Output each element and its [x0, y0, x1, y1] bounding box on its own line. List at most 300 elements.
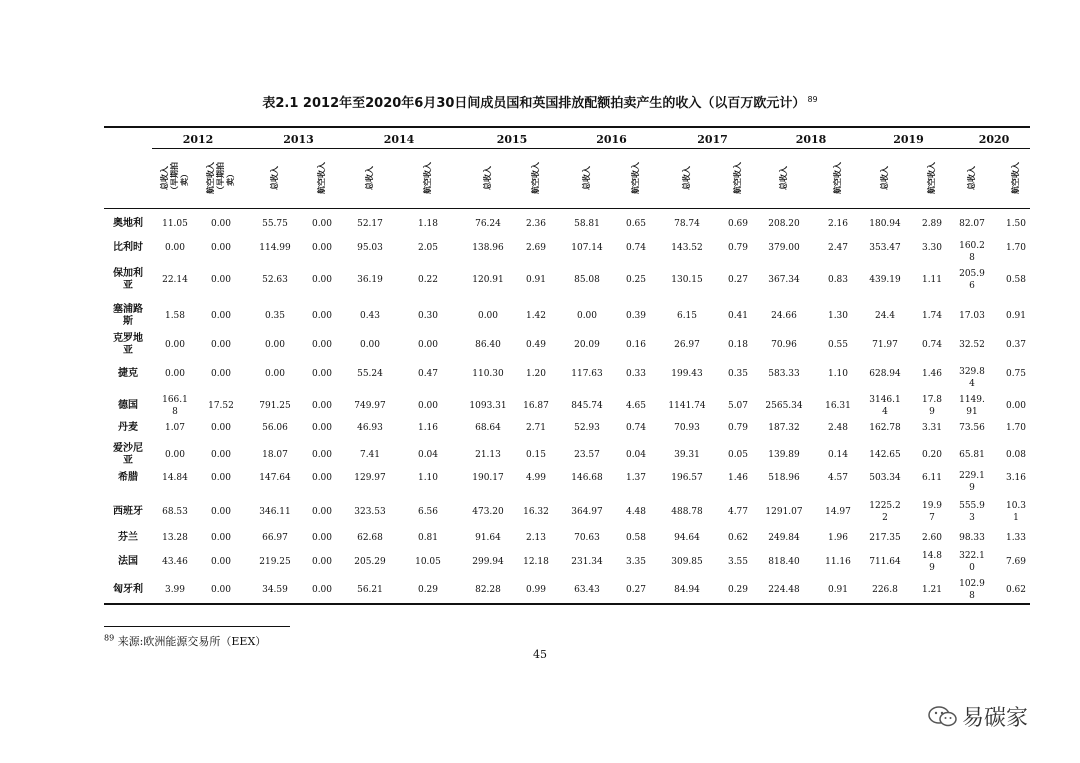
table-cell: 1.11: [921, 275, 943, 285]
table-cell: 323.53: [354, 507, 386, 517]
table-cell: 1.46: [921, 369, 943, 379]
table-cell: 114.99: [259, 243, 291, 253]
table-cell: 0.00: [210, 423, 232, 433]
table-cell: 1.21: [921, 585, 943, 595]
table-cell: 1.18: [417, 219, 439, 229]
table-row: [104, 240, 1030, 263]
table-cell: 78.74: [674, 219, 700, 229]
table-cell: 86.40: [475, 340, 501, 350]
table-cell: 0.04: [417, 450, 439, 460]
table-cell: 166.1 8: [162, 395, 188, 417]
table-cell: 180.94: [869, 219, 901, 229]
table-cell: 0.39: [625, 311, 647, 321]
table-cell: 0.75: [1005, 369, 1027, 379]
top-rule: [104, 126, 1030, 128]
table-cell: 329.8 4: [959, 367, 985, 389]
table-row: [104, 578, 1030, 602]
table-title: [0, 92, 1080, 111]
table-cell: 14.84: [162, 473, 188, 483]
table-cell: 1.07: [164, 423, 186, 433]
table-cell: 117.63: [571, 369, 603, 379]
table-cell: 0.79: [727, 243, 749, 253]
table-cell: 0.00: [311, 533, 333, 543]
table-cell: 0.30: [417, 311, 439, 321]
table-cell: 0.20: [921, 450, 943, 460]
header-rule: [104, 208, 1030, 209]
table-cell: 17.52: [208, 401, 234, 411]
table-cell: 5.07: [727, 401, 749, 411]
table-cell: 0.62: [1005, 585, 1027, 595]
table-cell: 0.29: [727, 585, 749, 595]
year-header-2012: 2012: [182, 133, 214, 146]
table-cell: 0.35: [264, 311, 286, 321]
table-cell: 0.00: [417, 340, 439, 350]
table-cell: 23.57: [574, 450, 600, 460]
table-cell: 0.69: [727, 219, 749, 229]
table-cell: 0.00: [359, 340, 381, 350]
table-cell: 2.71: [525, 423, 547, 433]
table-cell: 4.48: [625, 507, 647, 517]
subheader-aviation-2013: 航空收入: [317, 162, 326, 194]
table-row: [104, 500, 1030, 524]
table-cell: 0.14: [827, 450, 849, 460]
table-cell: 229.1 9: [959, 471, 985, 493]
table-cell: 217.35: [869, 533, 901, 543]
year-header-2013: 2013: [283, 133, 314, 146]
table-cell: 0.18: [727, 340, 749, 350]
table-cell: 0.00: [311, 275, 333, 285]
table-cell: 0.05: [727, 450, 749, 460]
country-name: 保加利 亚: [113, 268, 143, 291]
table-cell: 0.00: [311, 340, 333, 350]
table-cell: 0.00: [210, 369, 232, 379]
table-cell: 1.20: [525, 369, 547, 379]
table-cell: 187.32: [768, 423, 800, 433]
year-underline: [152, 148, 1030, 149]
country-name: 奥地利: [113, 218, 143, 229]
table-cell: 1.50: [1005, 219, 1027, 229]
table-cell: 11.05: [162, 219, 188, 229]
subheader-total-2012: 总收入 （早期拍卖）: [160, 162, 189, 194]
table-cell: 0.00: [210, 533, 232, 543]
table-cell: 439.19: [869, 275, 901, 285]
subheader-total-2019: 总收入: [880, 166, 889, 190]
table-cell: 0.00: [1005, 401, 1027, 411]
table-row: [104, 443, 1030, 467]
table-cell: 0.00: [164, 340, 186, 350]
table-cell: 473.20: [472, 507, 504, 517]
table-cell: 0.08: [1005, 450, 1027, 460]
table-cell: 0.16: [625, 340, 647, 350]
table-cell: 0.00: [311, 450, 333, 460]
table-cell: 367.34: [768, 275, 800, 285]
country-name: 法国: [118, 556, 138, 567]
table-cell: 1.10: [417, 473, 439, 483]
table-cell: 190.17: [472, 473, 504, 483]
table-cell: 10.05: [415, 557, 441, 567]
table-cell: 160.2 8: [959, 241, 985, 263]
table-row: [104, 216, 1030, 232]
table-cell: 1.16: [417, 423, 439, 433]
table-cell: 65.81: [959, 450, 985, 460]
table-row: [104, 470, 1030, 493]
table-title-text: 表2.1 2012年至2020年6月30日间成员国和英国排放配额拍卖产生的收入（以百万欧元计）: [262, 96, 806, 111]
table-cell: 16.31: [825, 401, 851, 411]
table-cell: 147.64: [259, 473, 291, 483]
table-cell: 0.00: [264, 340, 286, 350]
table-cell: 0.00: [164, 450, 186, 460]
table-cell: 14.8 9: [921, 551, 943, 573]
table-cell: 0.00: [164, 369, 186, 379]
table-cell: 2.89: [921, 219, 943, 229]
table-cell: 2.69: [525, 243, 547, 253]
table-cell: 130.15: [671, 275, 703, 285]
table-cell: 0.27: [727, 275, 749, 285]
table-cell: 102.9 8: [959, 579, 985, 601]
table-cell: 3146.1 4: [869, 395, 901, 417]
table-cell: 162.78: [869, 423, 901, 433]
table-cell: 139.89: [768, 450, 800, 460]
table-row: [104, 530, 1030, 546]
table-cell: 0.00: [264, 369, 286, 379]
subheader-aviation-2017: 航空收入: [733, 162, 742, 194]
table-cell: 208.20: [768, 219, 800, 229]
table-cell: 0.91: [827, 585, 849, 595]
table-cell: 24.4: [874, 311, 896, 321]
table-cell: 2565.34: [765, 401, 803, 411]
table-cell: 73.56: [959, 423, 985, 433]
table-cell: 196.57: [671, 473, 703, 483]
table-cell: 0.00: [311, 243, 333, 253]
subheader-aviation-2020: 航空收入: [1011, 162, 1020, 194]
table-cell: 0.00: [311, 311, 333, 321]
table-row: [104, 420, 1030, 436]
table-cell: 2.60: [921, 533, 943, 543]
table-cell: 19.9 7: [921, 501, 943, 523]
table-cell: 10.3 1: [1005, 501, 1027, 523]
table-cell: 0.47: [417, 369, 439, 379]
table-cell: 4.57: [827, 473, 849, 483]
page-number: 45: [533, 648, 547, 661]
title-footnote-ref: 89: [807, 94, 818, 104]
table-cell: 2.13: [525, 533, 547, 543]
table-cell: 85.08: [574, 275, 600, 285]
country-name: 丹麦: [118, 422, 138, 433]
subheader-total-2013: 总收入: [270, 166, 279, 190]
table-cell: 0.00: [210, 311, 232, 321]
table-cell: 0.74: [625, 423, 647, 433]
table-cell: 84.94: [674, 585, 700, 595]
table-cell: 11.16: [825, 557, 851, 567]
table-cell: 68.53: [162, 507, 188, 517]
table-cell: 1.96: [827, 533, 849, 543]
subheader-aviation-2016: 航空收入: [631, 162, 640, 194]
table-cell: 503.34: [869, 473, 901, 483]
table-cell: 0.91: [1005, 311, 1027, 321]
table-cell: 98.33: [959, 533, 985, 543]
table-cell: 0.00: [311, 219, 333, 229]
table-cell: 379.00: [768, 243, 800, 253]
table-cell: 107.14: [571, 243, 603, 253]
subheader-aviation-2014: 航空收入: [423, 162, 432, 194]
table-row: [104, 268, 1030, 292]
table-cell: 1291.07: [765, 507, 803, 517]
table-cell: 120.91: [472, 275, 504, 285]
country-name: 芬兰: [118, 532, 138, 543]
table-cell: 205.9 6: [959, 269, 985, 291]
subheader-total-2014: 总收入: [365, 166, 374, 190]
table-cell: 71.97: [872, 340, 898, 350]
table-cell: 0.79: [727, 423, 749, 433]
year-header-2016: 2016: [596, 133, 627, 146]
table-cell: 309.85: [671, 557, 703, 567]
table-cell: 6.11: [921, 473, 943, 483]
table-cell: 2.36: [525, 219, 547, 229]
table-cell: 1.70: [1005, 423, 1027, 433]
table-row: [104, 366, 1030, 389]
table-cell: 62.68: [357, 533, 383, 543]
table-cell: 3.99: [164, 585, 186, 595]
table-cell: 226.8: [872, 585, 898, 595]
table-cell: 26.97: [674, 340, 700, 350]
table-cell: 231.34: [571, 557, 603, 567]
table-cell: 0.00: [210, 557, 232, 567]
table-cell: 0.00: [417, 401, 439, 411]
table-cell: 36.19: [357, 275, 383, 285]
table-cell: 70.96: [771, 340, 797, 350]
table-cell: 2.47: [827, 243, 849, 253]
table-cell: 63.43: [574, 585, 600, 595]
table-cell: 818.40: [768, 557, 800, 567]
table-cell: 7.69: [1005, 557, 1027, 567]
year-header-2020: 2020: [978, 133, 1010, 146]
subheader-total-2018: 总收入: [779, 166, 788, 190]
table-cell: 219.25: [259, 557, 291, 567]
table-cell: 3.55: [727, 557, 749, 567]
table-cell: 0.83: [827, 275, 849, 285]
table-cell: 7.41: [359, 450, 381, 460]
table-cell: 34.59: [262, 585, 288, 595]
table-cell: 0.00: [210, 450, 232, 460]
table-cell: 0.00: [311, 473, 333, 483]
year-header-2019: 2019: [893, 133, 924, 146]
table-cell: 0.62: [727, 533, 749, 543]
table-cell: 18.07: [262, 450, 288, 460]
table-cell: 32.52: [959, 340, 985, 350]
table-cell: 91.64: [475, 533, 501, 543]
table-cell: 70.63: [574, 533, 600, 543]
table-cell: 0.00: [311, 401, 333, 411]
subheader-aviation-2019: 航空收入: [927, 162, 936, 194]
table-cell: 628.94: [869, 369, 901, 379]
table-cell: 0.15: [525, 450, 547, 460]
table-cell: 146.68: [571, 473, 603, 483]
table-cell: 138.96: [472, 243, 504, 253]
table-cell: 55.75: [262, 219, 288, 229]
table-cell: 3.31: [921, 423, 943, 433]
table-cell: 0.27: [625, 585, 647, 595]
table-cell: 129.97: [354, 473, 386, 483]
watermark-text: 易碳家: [962, 706, 1029, 731]
table-cell: 1.42: [525, 311, 547, 321]
table-cell: 0.00: [210, 340, 232, 350]
bottom-rule: [104, 603, 1030, 605]
table-cell: 0.00: [311, 369, 333, 379]
table-cell: 364.97: [571, 507, 603, 517]
table-cell: 0.99: [525, 585, 547, 595]
table-row: [104, 333, 1030, 357]
table-cell: 1.37: [625, 473, 647, 483]
country-name: 爱沙尼 亚: [113, 443, 143, 466]
table-cell: 12.18: [523, 557, 549, 567]
table-cell: 1.10: [827, 369, 849, 379]
table-cell: 1225.2 2: [869, 501, 901, 523]
table-cell: 1.33: [1005, 533, 1027, 543]
country-name: 捷克: [118, 368, 138, 379]
table-cell: 353.47: [869, 243, 901, 253]
table-cell: 4.99: [525, 473, 547, 483]
table-cell: 0.58: [1005, 275, 1027, 285]
table-cell: 46.93: [357, 423, 383, 433]
subheader-aviation-2012: 航空收入 （早期拍卖）: [206, 162, 235, 194]
table-cell: 0.00: [210, 473, 232, 483]
table-cell: 0.00: [311, 585, 333, 595]
country-name: 希腊: [118, 472, 138, 483]
table-row: [104, 394, 1030, 418]
table-cell: 0.00: [164, 243, 186, 253]
table-cell: 3.30: [921, 243, 943, 253]
table-cell: 6.56: [417, 507, 439, 517]
year-header-2015: 2015: [496, 133, 528, 146]
table-cell: 3.16: [1005, 473, 1027, 483]
table-cell: 56.21: [357, 585, 383, 595]
table-cell: 0.65: [625, 219, 647, 229]
table-cell: 0.49: [525, 340, 547, 350]
table-cell: 0.74: [921, 340, 943, 350]
table-cell: 17.03: [959, 311, 985, 321]
table-cell: 1.58: [164, 311, 186, 321]
subheader-aviation-2015: 航空收入: [531, 162, 540, 194]
table-cell: 17.8 9: [921, 395, 943, 417]
table-cell: 0.81: [417, 533, 439, 543]
table-cell: 22.14: [162, 275, 188, 285]
table-row: [104, 550, 1030, 574]
table-cell: 1149. 91: [959, 395, 985, 417]
table-cell: 224.48: [768, 585, 800, 595]
table-cell: 21.13: [475, 450, 501, 460]
table-cell: 0.00: [210, 507, 232, 517]
table-cell: 0.00: [210, 219, 232, 229]
table-cell: 555.9 3: [959, 501, 985, 523]
table-cell: 583.33: [768, 369, 800, 379]
subheader-aviation-2018: 航空收入: [833, 162, 842, 194]
table-cell: 322.1 0: [959, 551, 985, 573]
table-cell: 66.97: [262, 533, 288, 543]
country-name: 西班牙: [113, 506, 143, 517]
country-name: 比利时: [113, 242, 143, 253]
table-cell: 20.09: [574, 340, 600, 350]
table-cell: 4.77: [727, 507, 749, 517]
table-cell: 0.25: [625, 275, 647, 285]
table-cell: 0.00: [210, 585, 232, 595]
table-cell: 2.05: [417, 243, 439, 253]
table-cell: 749.97: [354, 401, 386, 411]
footnote-text: 来源:欧洲能源交易所（EEX）: [117, 635, 267, 648]
table-cell: 58.81: [574, 219, 600, 229]
table-cell: 82.28: [475, 585, 501, 595]
table-cell: 16.87: [523, 401, 549, 411]
table-cell: 13.28: [162, 533, 188, 543]
table-cell: 488.78: [671, 507, 703, 517]
subheader-total-2020: 总收入: [967, 166, 976, 190]
table-cell: 76.24: [475, 219, 501, 229]
country-name: 德国: [118, 400, 138, 411]
table-cell: 2.48: [827, 423, 849, 433]
country-name: 克罗地 亚: [113, 333, 143, 356]
table-cell: 0.00: [311, 557, 333, 567]
table-cell: 518.96: [768, 473, 800, 483]
table-cell: 199.43: [671, 369, 703, 379]
table-cell: 0.29: [417, 585, 439, 595]
table-cell: 346.11: [259, 507, 291, 517]
table-cell: 1141.74: [668, 401, 706, 411]
table-cell: 70.93: [674, 423, 700, 433]
table-cell: 0.00: [576, 311, 598, 321]
country-name: 匈牙利: [113, 584, 143, 595]
table-cell: 845.74: [571, 401, 603, 411]
table-cell: 95.03: [357, 243, 383, 253]
table-cell: 0.00: [311, 423, 333, 433]
country-name: 塞浦路 斯: [113, 304, 143, 327]
table-cell: 3.35: [625, 557, 647, 567]
table-cell: 39.31: [674, 450, 700, 460]
table-cell: 249.84: [768, 533, 800, 543]
table-cell: 6.15: [676, 311, 698, 321]
table-cell: 0.00: [210, 275, 232, 285]
table-cell: 14.97: [825, 507, 851, 517]
table-cell: 0.22: [417, 275, 439, 285]
table-cell: 82.07: [959, 219, 985, 229]
footnote-rule: [104, 626, 290, 627]
table-cell: 0.00: [477, 311, 499, 321]
table-cell: 142.65: [869, 450, 901, 460]
table-cell: 711.64: [869, 557, 901, 567]
table-cell: 24.66: [771, 311, 797, 321]
table-cell: 1.74: [921, 311, 943, 321]
table-row: [104, 304, 1030, 328]
subheader-total-2016: 总收入: [582, 166, 591, 190]
table-cell: 0.33: [625, 369, 647, 379]
table-cell: 16.32: [523, 507, 549, 517]
table-cell: 94.64: [674, 533, 700, 543]
table-cell: 4.65: [625, 401, 647, 411]
table-cell: 143.52: [671, 243, 703, 253]
footnote-number: 89: [104, 633, 115, 643]
table-cell: 0.04: [625, 450, 647, 460]
table-cell: 0.00: [311, 507, 333, 517]
table-cell: 0.00: [210, 243, 232, 253]
table-cell: 0.74: [625, 243, 647, 253]
table-cell: 68.64: [475, 423, 501, 433]
table-cell: 43.46: [162, 557, 188, 567]
table-cell: 0.58: [625, 533, 647, 543]
table-cell: 791.25: [259, 401, 291, 411]
table-cell: 52.17: [357, 219, 383, 229]
table-cell: 56.06: [262, 423, 288, 433]
table-cell: 0.91: [525, 275, 547, 285]
table-cell: 1.30: [827, 311, 849, 321]
table-cell: 0.37: [1005, 340, 1027, 350]
